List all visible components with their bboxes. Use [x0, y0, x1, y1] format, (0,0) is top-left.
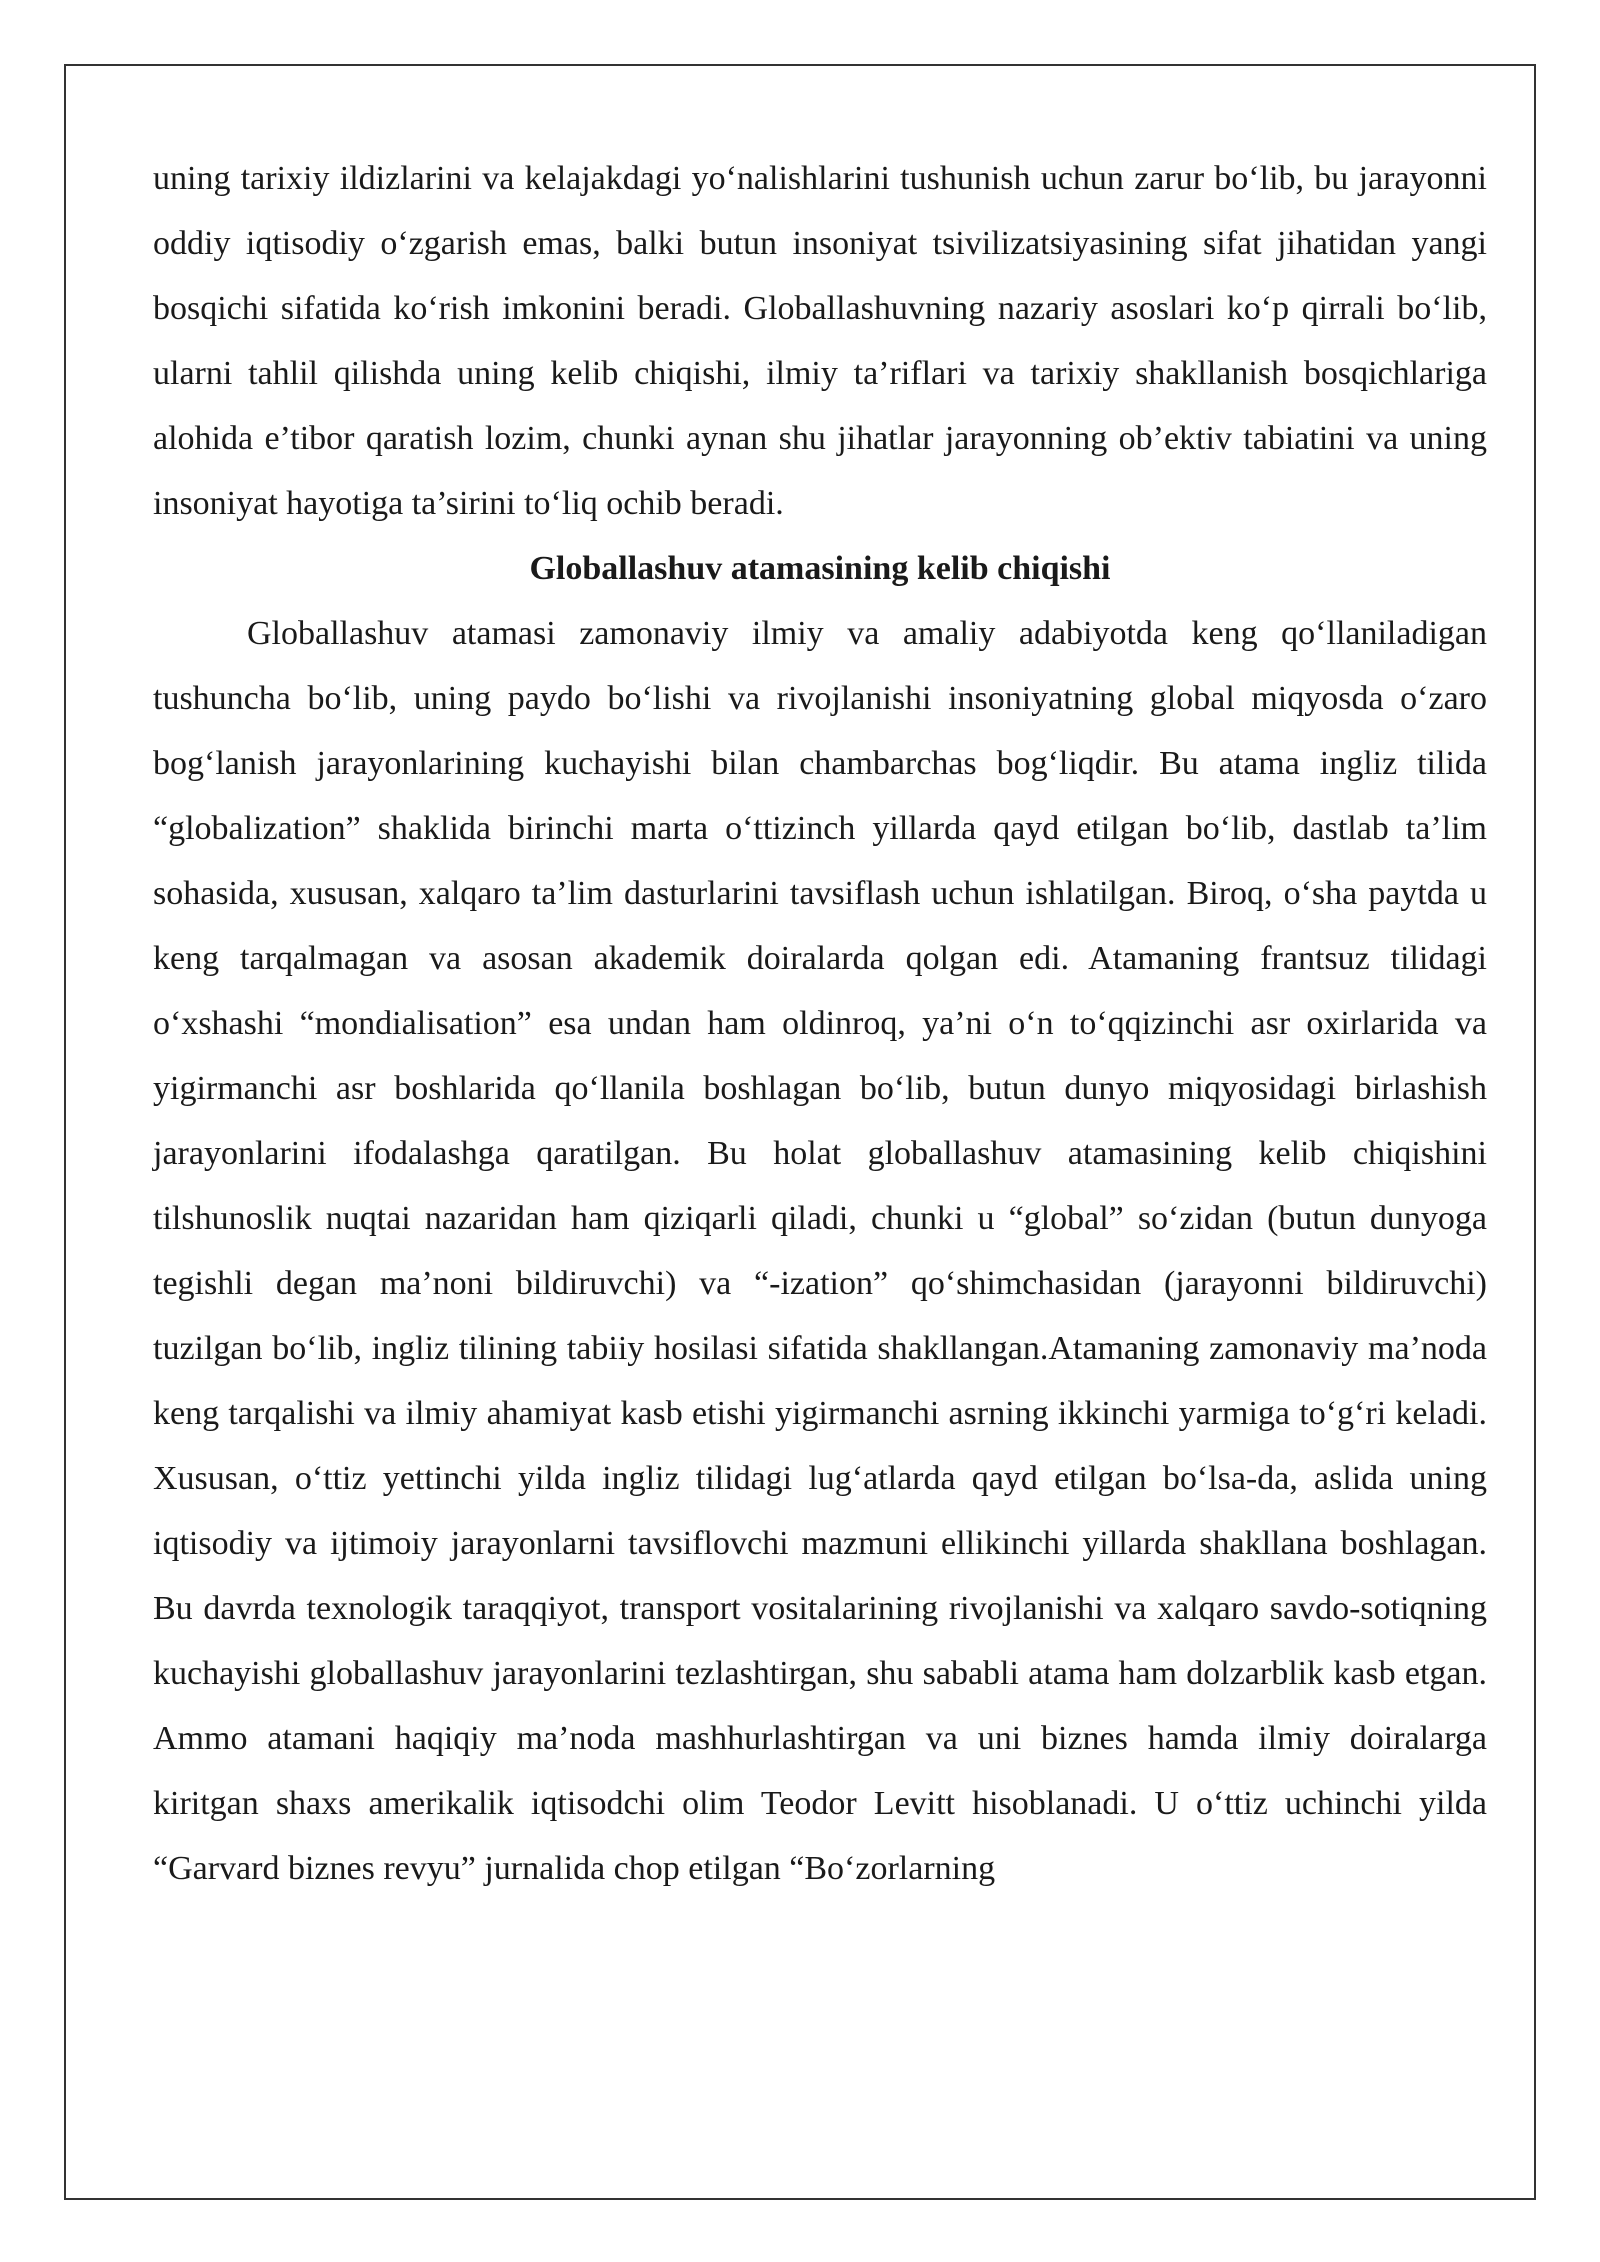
document-body [153, 146, 1487, 1901]
intro-paragraph: uning tarixiy ildizlarini va kelajakdagi yo‘nalishlarini tushunish uchun zarur bo‘lib, bu jarayonni oddiy iqtisodiy o‘zgarish emas, balki butun insoniyat tsivilizatsiyasining sifat jihatidan yangi bosqichi sifatida ko‘rish imkonini beradi. Globallashuvning nazariy asoslari ko‘p qirrali bo‘lib, ularni tahlil qilishda uning kelib chiqishi, ilmiy ta’riflari va tarixiy shakllanish bosqichlariga alohida e’tibor qaratish lozim, chunki aynan shu jihatlar jarayonning ob’ektiv tabiatini va uning insoniyat hayotiga ta’sirini to‘liq ochib beradi. [153, 160, 1487, 522]
body-paragraph: Globallashuv atamasi zamonaviy ilmiy va amaliy adabiyotda keng qo‘llaniladigan tushuncha bo‘lib, uning paydo bo‘lishi va rivojlanishi insoniyatning global miqyosda o‘zaro bog‘lanish jarayonlarining kuchayishi bilan chambarchas bog‘liqdir. Bu atama ingliz tilida “globalization” shaklida birinchi marta o‘ttizinch yillarda qayd etilgan bo‘lib, dastlab ta’lim sohasida, xususan, xalqaro ta’lim dasturlarini tavsiflash uchun ishlatilgan. Biroq, o‘sha paytda u keng tarqalmagan va asosan akademik doiralarda qolgan edi. Atamaning frantsuz tilidagi o‘xshashi “mondialisation” esa undan ham oldinroq, ya’ni o‘n to‘qqizinchi asr oxirlarida va yigirmanchi asr boshlarida qo‘llanila boshlagan bo‘lib, butun dunyo miqyosidagi birlashish jarayonlarini ifodalashga qaratilgan. Bu holat globallashuv atamasining kelib chiqishini tilshunoslik nuqtai nazaridan ham qiziqarli qiladi, chunki u “global” so‘zidan (butun dunyoga tegishli degan ma’noni bildiruvchi) va “-ization” qo‘shimchasidan (jarayonni bildiruvchi) tuzilgan bo‘lib, ingliz tilining tabiiy hosilasi sifatida shakllangan.Atamaning zamonaviy ma’noda keng tarqalishi va ilmiy ahamiyat kasb etishi yigirmanchi asrning ikkinchi yarmiga to‘g‘ri keladi. Xususan, o‘ttiz yettinchi yilda ingliz tilidagi lug‘atlarda qayd etilgan bo‘lsa-da, aslida uning iqtisodiy va ijtimoiy jarayonlarni tavsiflovchi mazmuni ellikinchi yillarda shakllana boshlagan. Bu davrda texnologik taraqqiyot, transport vositalarining rivojlanishi va xalqaro savdo-sotiqning kuchayishi globallashuv jarayonlarini tezlashtirgan, shu sababli atama ham dolzarblik kasb etgan. Ammo atamani haqiqiy ma’noda mashhurlashtirgan va uni biznes hamda ilmiy doiralarga kiritgan shaxs amerikalik iqtisodchi olim Teodor Levitt hisoblanadi. U o‘ttiz uchinchi yilda “Garvard biznes revyu” jurnalida chop etilgan “Bo‘zorlarning [153, 615, 1487, 1887]
section-heading: Globallashuv atamasining kelib chiqishi [529, 550, 1111, 587]
